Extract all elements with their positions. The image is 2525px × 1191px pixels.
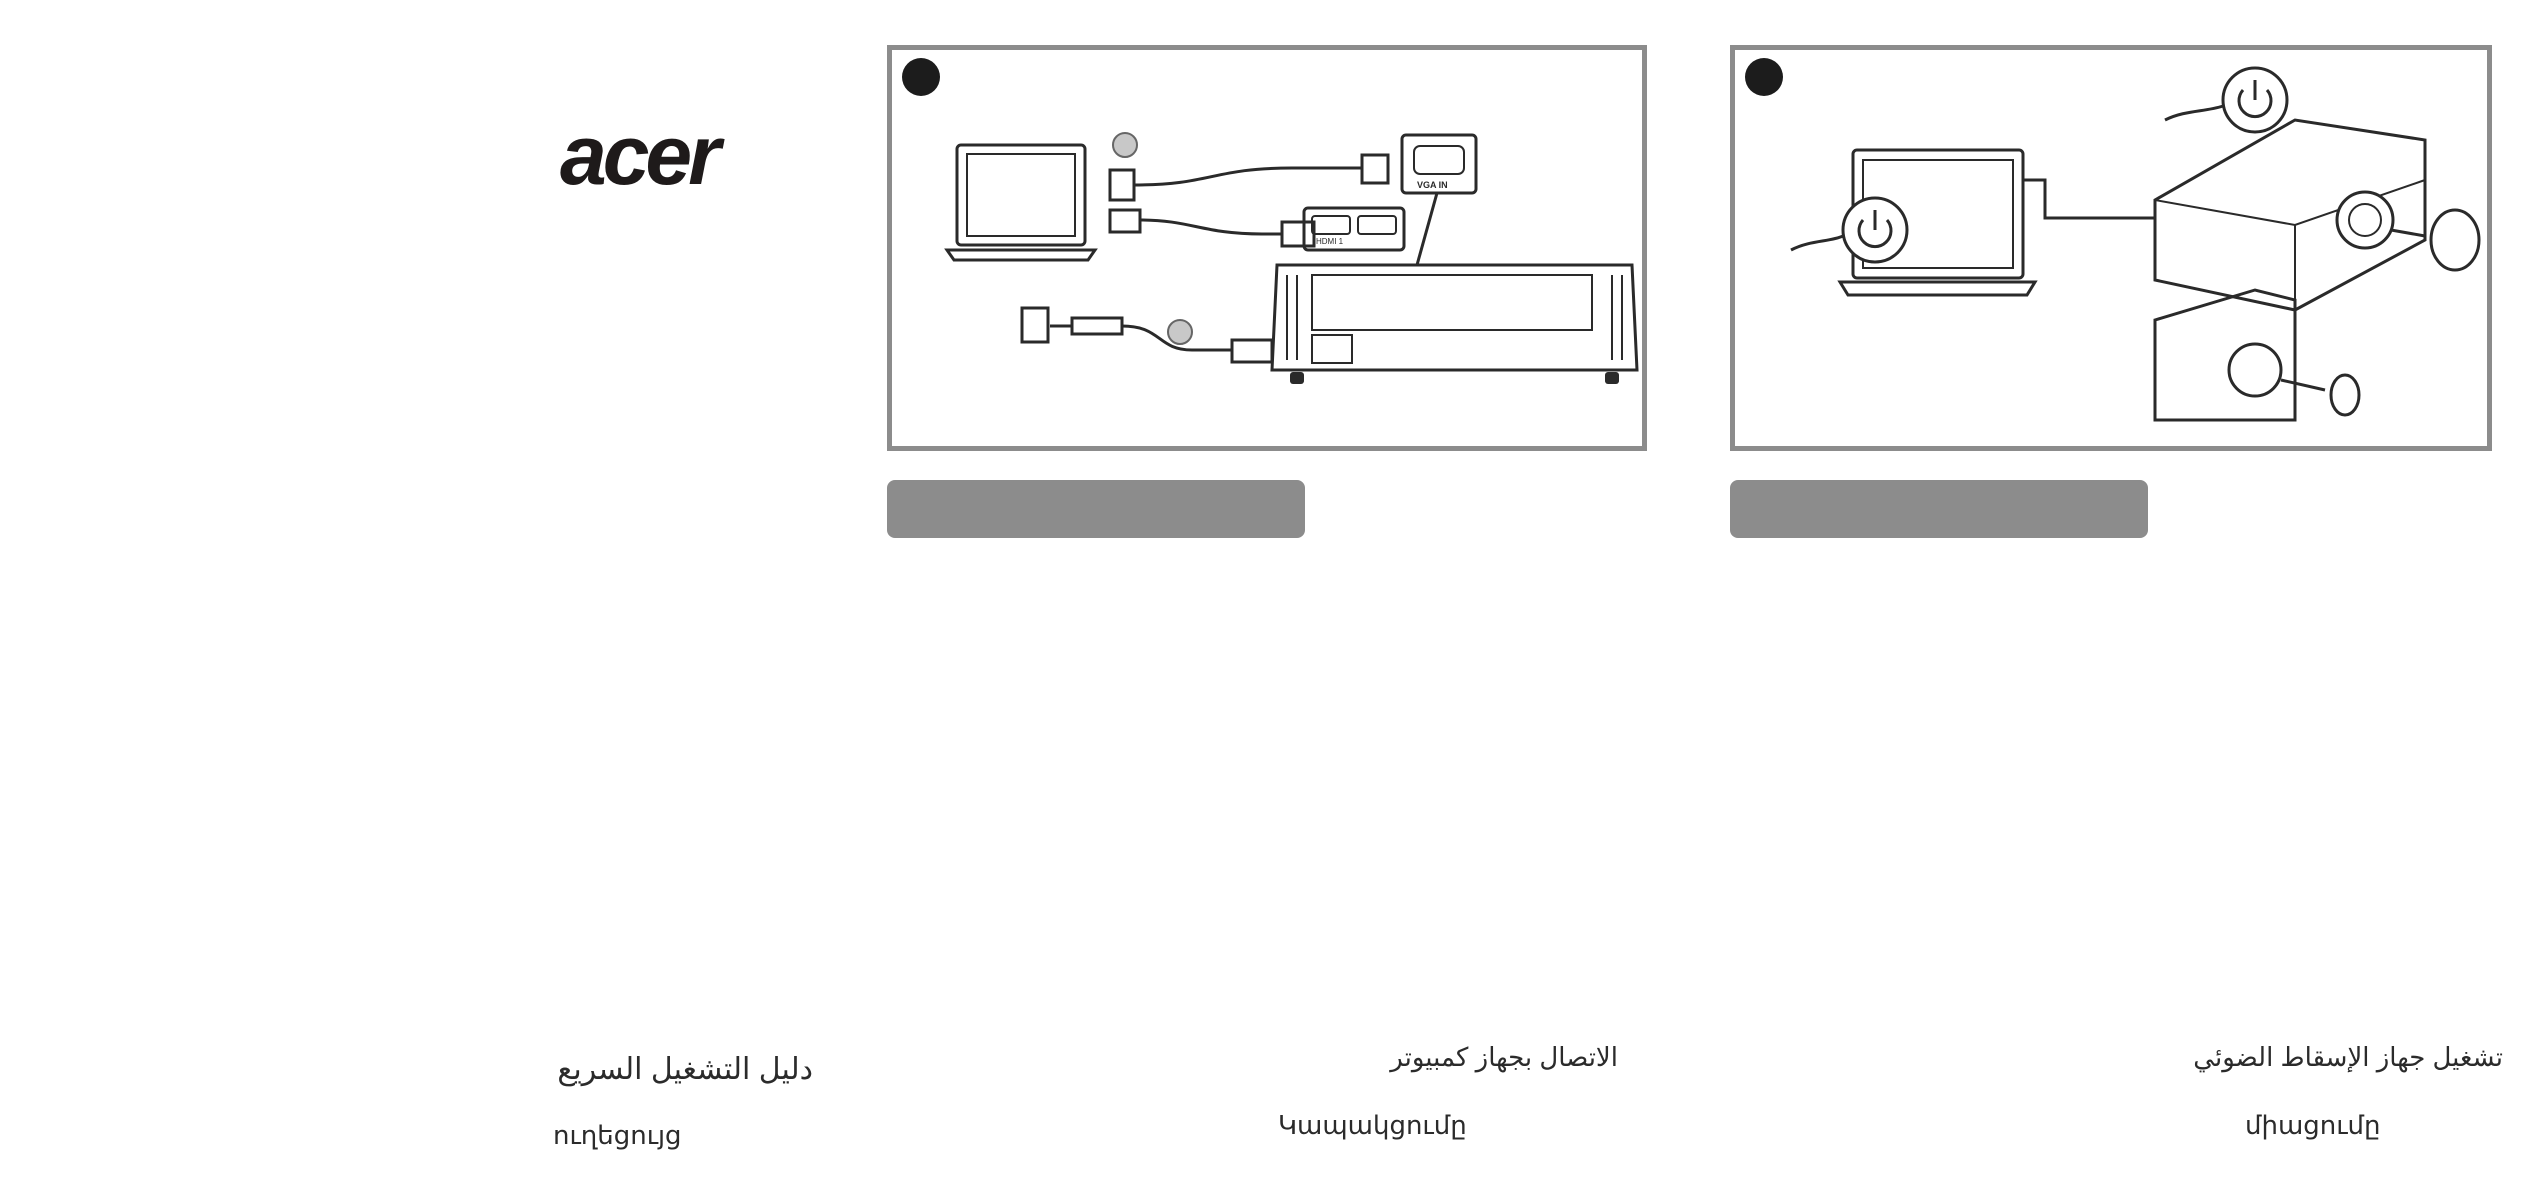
callout-b-icon [1168, 320, 1192, 344]
step-1-heading-hy: Կապակցումը [1278, 1110, 1467, 1140]
step-1-caption-bar [887, 480, 1305, 538]
power-cord-icon [1022, 308, 1272, 362]
step-2-caption-bar [1730, 480, 2148, 538]
acer-logo-text: acer [560, 118, 717, 198]
vga-cable-icon [2023, 180, 2155, 218]
projector-rear-icon [1272, 265, 1637, 384]
laptop-power-button-icon [1791, 198, 1907, 262]
quick-guide-subtitle-hy: ուղեցույց [553, 1120, 682, 1150]
vga-in-label: VGA IN [1417, 180, 1448, 190]
power-on-diagram [1735, 50, 2487, 446]
hdmi-callout [1304, 208, 1404, 250]
projector-icon [2155, 120, 2479, 310]
connection-illustration-panel [887, 45, 1647, 451]
callout-a-icon [1113, 133, 1137, 157]
vga-in-callout [1402, 135, 1476, 265]
hdmi-label: HDMI 1 [1316, 237, 1344, 246]
hdmi-cable-icon [1110, 210, 1314, 246]
connection-diagram [892, 50, 1642, 446]
power-on-illustration-panel [1730, 45, 2492, 451]
step-1-heading-ar: الاتصال بجهاز كمبيوتر [1390, 1042, 1618, 1072]
quick-start-title-ar: دليل التشغيل السريع [557, 1053, 813, 1086]
laptop-icon [947, 145, 1095, 260]
vga-cable-icon [1110, 155, 1388, 200]
lens-cap-removal-icon [2155, 290, 2359, 420]
projector-power-button-icon [2165, 68, 2287, 132]
step-2-heading-ar: تشغيل جهاز الإسقاط الضوئي [2193, 1042, 2503, 1072]
step-2-heading-hy: միացումը [2245, 1110, 2381, 1140]
acer-logo [560, 118, 790, 198]
